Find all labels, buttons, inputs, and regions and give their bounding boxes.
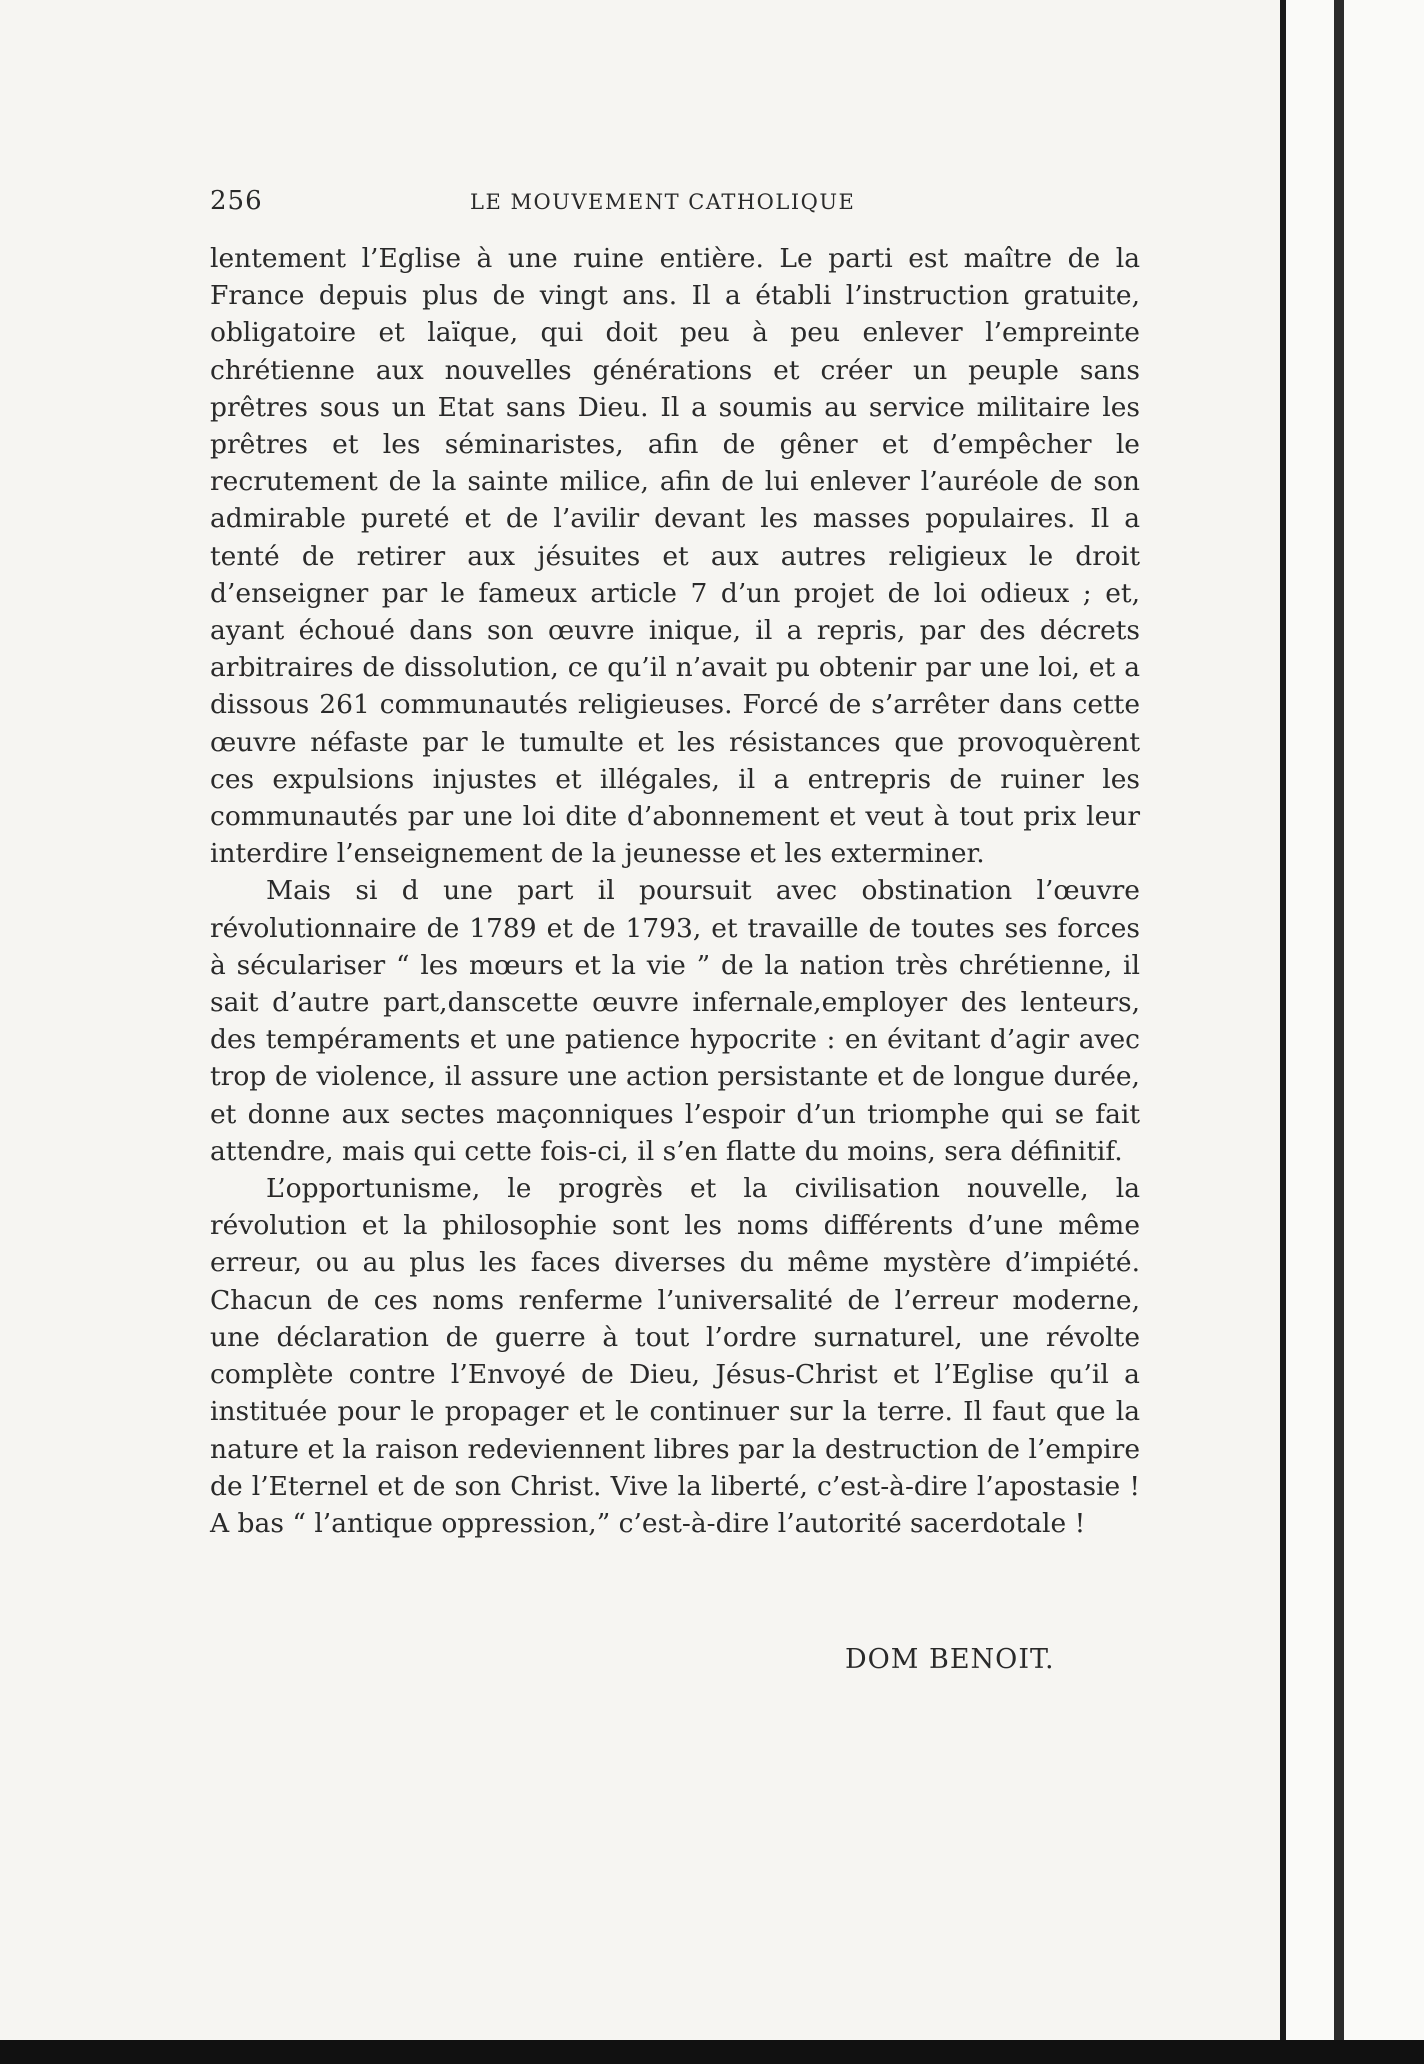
page-gutter-shadow — [1334, 0, 1344, 2064]
paragraph-3: L’opportunisme, le progrès et la civilisation nouvelle, la révolution et la philosophie sont les noms différents d’une même erreur, ou au plus les faces diverses du même mystère d’impiété. Chacun de ces noms renferme l’universalité de l’erreur moderne, une déclaration de guerre à tout l’ordre surnaturel, une révolte complète contre l’Envoyé de Dieu, Jésus-Christ et l’Eglise qu’il a instituée pour le propager et le continuer sur la terre. Il faut que la nature et la raison redeviennent libres par la destruction de l’empire de l’Eternel et de son Christ. Vive la liberté, c’est-à-dire l’apostasie ! A bas “ l’antique oppression,” c’est-à-dire l’autorité sacerdotale ! — [210, 1173, 1140, 1539]
scan-border — [0, 2040, 1424, 2064]
facing-page-edge — [1280, 0, 1424, 2064]
paragraph-1: lentement l’Eglise à une ruine entière. Le parti est maître de la France depuis plus de vingt ans. Il a établi l’instruction gratuite, obligatoire et laïque, qui doit peu à peu enlever l’empreinte chrétienne aux nouvelles générations et créer un peuple sans prêtres sous un Etat sans Dieu. Il a soumis au service militaire les prêtres et les séminaristes, afin de gêner et d’empêcher le recrutement de la sainte milice, afin de lui enlever l’auréole de son admirable pureté et de l’avilir devant les masses populaires. Il a tenté de retirer aux jésuites et aux autres religieux le droit d’enseigner par le fameux article 7 d’un projet de loi odieux ; et, ayant échoué dans son œuvre inique, il a repris, par des décrets arbitraires de dissolution, ce qu’il n’avait pu obtenir par une loi, et a dissous 261 communautés religieuses. Forcé de s’arrêter dans cette œuvre néfaste par le tumulte et les résistances que provoquèrent ces expulsions injustes et illégales, il a entrepris de ruiner les communautés par une loi dite d’abonnement et veut à tout prix leur interdire l’enseignement de la jeunesse et les exterminer. — [210, 243, 1140, 870]
page-number: 256 — [210, 186, 263, 216]
paragraph-2: Mais si d une part il poursuit avec obstination l’œuvre révolutionnaire de 1789 et de 1793, et travaille de toutes ses forces à séculariser “ les mœurs et la vie ” de la nation très chrétienne, il sait d’autre part,danscette œuvre infernale,employer des lenteurs, des tempéraments et une patience hypocrite : en évitant d’agir avec trop de violence, il assure une action persistante et de longue durée, et donne aux sectes maçonniques l’espoir d’un triomphe qui se fait attendre, mais qui cette fois-ci, il s’en flatte du moins, sera définitif. — [210, 875, 1140, 1167]
running-head — [210, 186, 1140, 220]
body-text — [210, 240, 1140, 1542]
running-title: LE MOUVEMENT CATHOLIQUE — [470, 190, 856, 214]
author-signature: DOM BENOIT. — [845, 1644, 1055, 1675]
